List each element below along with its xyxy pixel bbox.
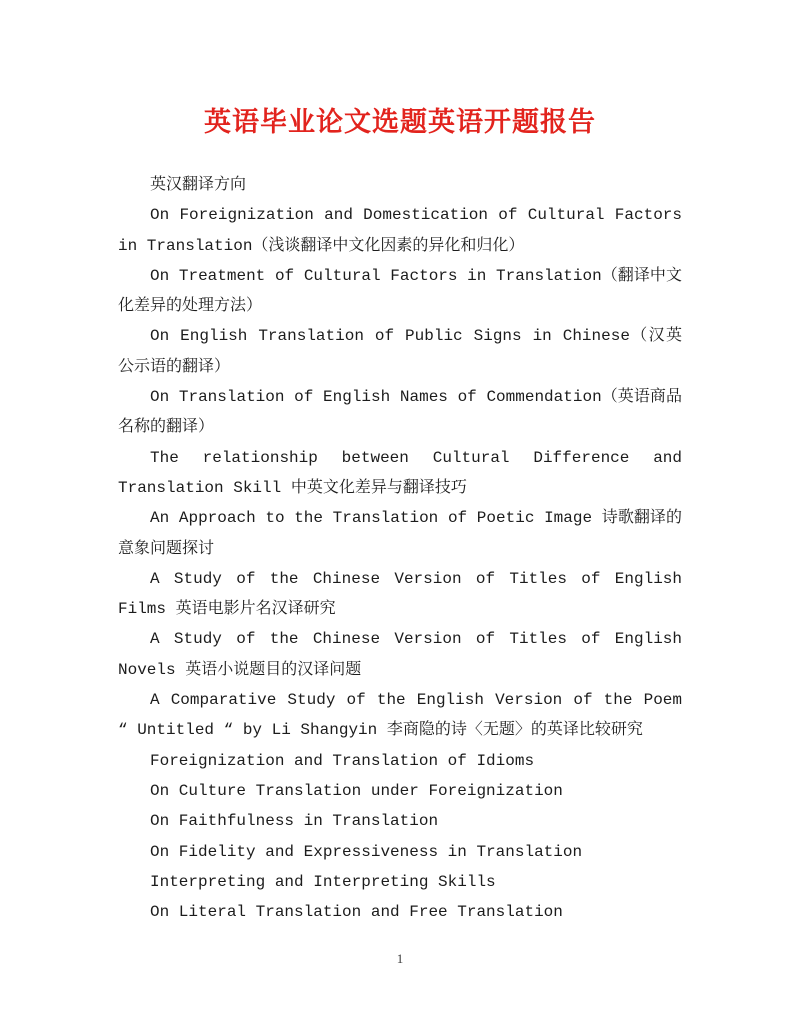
page-number: 1 bbox=[396, 951, 404, 966]
paragraph: A Study of the Chinese Version of Titles of English Novels 英语小说题目的汉译问题 bbox=[118, 630, 682, 679]
paragraph: Interpreting and Interpreting Skills bbox=[150, 872, 496, 891]
page-title: 英语毕业论文选题英语开题报告 bbox=[204, 107, 596, 137]
paragraph: On English Translation of Public Signs in Chinese（汉英公示语的翻译） bbox=[118, 327, 682, 376]
paragraph: On Faithfulness in Translation bbox=[150, 812, 439, 831]
paragraph: The relationship between Cultural Difference and Translation Skill 中英文化差异与翻译技巧 bbox=[118, 448, 682, 497]
paragraph: On Foreignization and Domestication of Cultural Factors in Translation（浅谈翻译中文化因素的异化和归化） bbox=[118, 206, 682, 255]
paragraph: On Culture Translation under Foreignization bbox=[150, 781, 563, 800]
paragraph: Foreignization and Translation of Idioms bbox=[150, 751, 535, 770]
paragraph: A Comparative Study of the English Version of the Poem “ Untitled “ by Li Shangyin 李商隐的诗〈无题〉的英译比较研究 bbox=[118, 691, 682, 740]
paragraph: 英汉翻译方向 bbox=[150, 176, 247, 194]
document-body bbox=[118, 170, 682, 927]
paragraph: On Literal Translation and Free Translation bbox=[150, 903, 563, 922]
paragraph: On Translation of English Names of Commendation（英语商品名称的翻译） bbox=[118, 388, 682, 437]
paragraph: An Approach to the Translation of Poetic Image 诗歌翻译的意象问题探讨 bbox=[118, 509, 682, 558]
paragraph: On Fidelity and Expressiveness in Translation bbox=[150, 842, 583, 861]
paragraph: A Study of the Chinese Version of Titles of English Films 英语电影片名汉译研究 bbox=[118, 569, 682, 619]
paragraph: On Treatment of Cultural Factors in Translation（翻译中文化差异的处理方法） bbox=[118, 266, 682, 316]
